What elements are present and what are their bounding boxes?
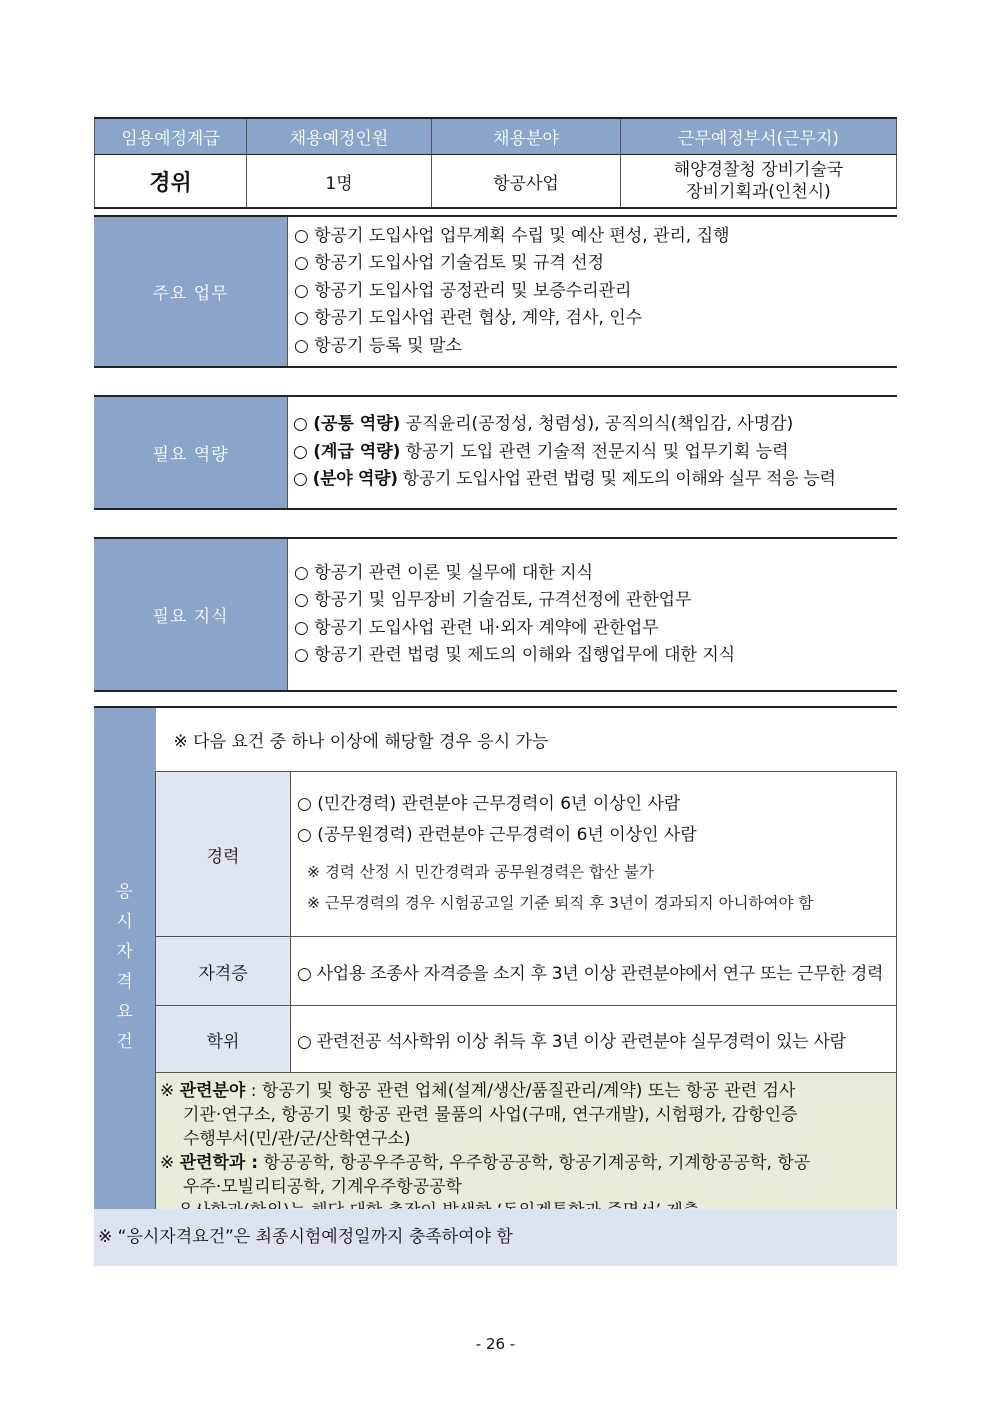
license-content: ○ 사업용 조종사 자격증을 소지 후 3년 이상 관련분야에서 연구 또는 근무한 경력 (291, 937, 897, 1006)
duty-item: ○ 항공기 도입사업 업무계획 수립 및 예산 편성, 관리, 집행 (294, 225, 730, 246)
degree-content: ○ 관련전공 석사학위 이상 취득 후 3년 이상 관련분야 실무경력이 있는 사람 (291, 1006, 897, 1073)
career-item: ○ (민간경력) 관련분야 근무경력이 6년 이상인 사람 (297, 794, 681, 814)
related-field-line: 수행부서(민/관/군/산학연구소) (183, 1128, 411, 1149)
knowledge-item: ○ 항공기 관련 법령 및 제도의 이해와 집행업무에 대한 지식 (294, 645, 736, 665)
competency-list (288, 396, 898, 509)
related-field-line: 기관·연구소, 항공기 및 항공 관련 물품의 사업(구매, 연구개발), 시험평가, 감항인증 (183, 1104, 798, 1125)
position-summary-table (94, 117, 897, 209)
dept-line1: 해양경찰청 장비기술국 (673, 160, 844, 180)
knowledge-section (94, 537, 897, 692)
duty-item: ○ 항공기 도입사업 관련 협상, 계약, 검사, 인수 (294, 308, 643, 329)
knowledge-item: ○ 항공기 관련 이론 및 실무에 대한 지식 (294, 562, 593, 583)
main-duties-label: 주요 업무 (94, 216, 288, 367)
qualifications-intro: ※ 다음 요건 중 하나 이상에 해당할 경우 응시 가능 (156, 707, 897, 772)
duty-item: ○ 항공기 도입사업 기술검토 및 규격 선정 (294, 253, 605, 274)
related-field-line: ※ 관련분야 : 항공기 및 항공 관련 업체(설계/생산/품질관리/계약) 또는 항공 관련 검사 (160, 1080, 796, 1101)
col-dept-header: 근무예정부서(근무지) (621, 118, 897, 155)
duty-item: ○ 항공기 등록 및 말소 (294, 335, 462, 356)
page-number: - 26 - (475, 1335, 516, 1353)
related-dept-line: ※ 관련학과 : 항공공학, 항공우주공학, 우주항공공학, 항공기계공학, 기계항공공학, 항공 (160, 1152, 811, 1173)
knowledge-list (288, 538, 898, 691)
related-dept-line: 우주·모빌리티공학, 기계우주항공공학 (183, 1176, 462, 1197)
career-note: ※ 근무경력의 경우 시험공고일 기준 퇴직 후 3년이 경과되지 아니하여야 함 (307, 894, 814, 912)
career-note: ※ 경력 산정 시 민간경력과 공무원경력은 합산 불가 (307, 863, 654, 881)
main-duties-list (288, 216, 898, 367)
competency-section (94, 395, 897, 510)
rank-cell: 경위 (95, 155, 247, 209)
dept-cell (621, 155, 897, 209)
competency-item: ○ (분야 역량) 항공기 도입사업 관련 법령 및 제도의 이해와 실무 적응 능력 (293, 469, 836, 490)
related-fields-note (156, 1073, 897, 1227)
career-item: ○ (공무원경력) 관련분야 근무경력이 6년 이상인 사람 (297, 825, 697, 845)
competency-item: ○ (공통 역량) 공직윤리(공정성, 청렴성), 공직의식(책임감, 사명감) (293, 414, 794, 435)
knowledge-item: ○ 항공기 및 임무장비 기술검토, 규격선정에 관한업무 (294, 590, 692, 610)
competency-item: ○ (계급 역량) 항공기 도입 관련 기술적 전문지식 및 업무기획 능력 (293, 441, 789, 462)
main-duties-section (94, 215, 897, 368)
col-field-header: 채용분야 (432, 118, 621, 155)
career-label: 경력 (156, 772, 291, 937)
knowledge-item: ○ 항공기 도입사업 관련 내·외자 계약에 관한업무 (294, 617, 659, 638)
license-label: 자격증 (156, 937, 291, 1006)
career-content (291, 772, 897, 937)
dept-line2: 장비기획과(인천시) (686, 182, 831, 202)
qualifications-section (94, 706, 897, 1227)
qualifications-label: 응 시 자 격 요 건 (94, 707, 156, 1227)
knowledge-label: 필요 지식 (94, 538, 288, 691)
degree-label: 학위 (156, 1006, 291, 1073)
count-cell: 1명 (247, 155, 432, 209)
col-count-header: 채용예정인원 (247, 118, 432, 155)
field-cell: 항공사업 (432, 155, 621, 209)
col-rank-header: 임용예정계급 (95, 118, 247, 155)
footer-note: ※ “응시자격요건”은 최종시험예정일까지 충족하여야 함 (94, 1209, 897, 1266)
duty-item: ○ 항공기 도입사업 공정관리 및 보증수리관리 (294, 280, 632, 301)
competency-label: 필요 역량 (94, 396, 288, 509)
